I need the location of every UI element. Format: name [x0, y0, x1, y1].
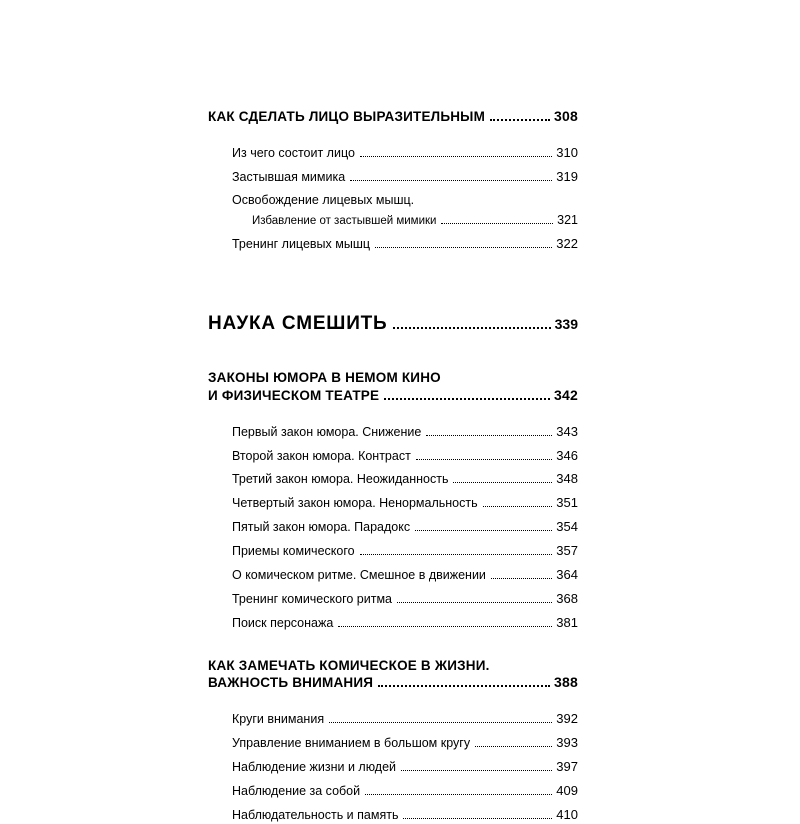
toc-entry-heading-line1[interactable]: [208, 370, 578, 387]
dot-leader: [453, 482, 552, 483]
toc-entry-label: О комическом ритме. Смешное в движении: [232, 567, 486, 582]
toc-entry-heading-line2[interactable]: [208, 387, 578, 405]
toc-entry-page: 346: [556, 447, 578, 463]
toc-entry-subitem[interactable]: [208, 235, 578, 253]
toc-entry-heading[interactable]: [208, 108, 578, 126]
toc-entry-page: 388: [554, 674, 578, 691]
toc-entry-subitem[interactable]: [208, 758, 578, 776]
toc-entry-subitem[interactable]: [208, 144, 578, 162]
toc-entry-subitem[interactable]: [208, 782, 578, 800]
toc-entry-subsubitem[interactable]: [208, 212, 578, 230]
toc-entry-label: Освобождение лицевых мышц.: [232, 192, 415, 207]
toc-entry-subitem-continued[interactable]: [208, 192, 578, 209]
toc-entry-page: 351: [556, 495, 578, 511]
dot-leader: [426, 435, 552, 436]
toc-entry-subitem[interactable]: [208, 447, 578, 465]
dot-leader: [378, 685, 550, 687]
dot-leader: [338, 626, 552, 627]
toc-entry-page: 354: [556, 519, 578, 535]
toc-entry-label: Застывшая мимика: [232, 169, 346, 184]
toc-entry-page: 339: [554, 316, 578, 333]
toc-entry-label: Первый закон юмора. Снижение: [232, 424, 422, 439]
toc-entry-page: 392: [556, 711, 578, 727]
toc-entry-page: 348: [556, 471, 578, 487]
toc-entry-subitem[interactable]: [208, 566, 578, 584]
dot-leader: [350, 180, 552, 181]
toc-entry-page: 343: [556, 423, 578, 439]
toc-entry-label: Тренинг лицевых мышц: [232, 237, 371, 252]
dot-leader: [401, 770, 552, 771]
toc-entry-subitem[interactable]: [208, 590, 578, 608]
dot-leader: [475, 746, 552, 747]
toc-entry-subitem[interactable]: [208, 470, 578, 488]
dot-leader: [483, 506, 553, 507]
toc-entry-subitem[interactable]: [208, 614, 578, 632]
toc-entry-heading-line2[interactable]: [208, 674, 578, 692]
toc-entry-label: КАК ЗАМЕЧАТЬ КОМИЧЕСКОЕ В ЖИЗНИ.: [208, 657, 490, 673]
dot-leader: [441, 223, 553, 224]
toc-entry-page: 410: [556, 806, 578, 822]
dot-leader: [365, 794, 552, 795]
toc-entry-label: Тренинг комического ритма: [232, 591, 392, 606]
dot-leader: [360, 156, 552, 157]
toc-entry-subitem[interactable]: [208, 710, 578, 728]
toc-entry-label: Наблюдение жизни и людей: [232, 760, 397, 775]
toc-entry-label: КАК СДЕЛАТЬ ЛИЦО ВЫРАЗИТЕЛЬНЫМ: [208, 109, 486, 124]
toc-entry-subitem[interactable]: [208, 494, 578, 512]
toc-entry-page: 368: [556, 590, 578, 606]
toc-entry-label: Второй закон юмора. Контраст: [232, 448, 411, 463]
toc-entry-label: Из чего состоит лицо: [232, 146, 355, 160]
toc-entry-label: Круги внимания: [232, 712, 325, 727]
dot-leader: [375, 247, 552, 248]
toc-entry-subitem[interactable]: [208, 518, 578, 536]
toc-entry-label: Наблюдательность и память: [232, 807, 399, 822]
toc-entry-page: 342: [554, 386, 578, 403]
toc-entry-page: 381: [556, 614, 578, 630]
table-of-contents: [208, 108, 578, 824]
toc-entry-label: И ФИЗИЧЕСКОМ ТЕАТРЕ: [208, 387, 380, 403]
toc-entry-label: Избавление от застывшей мимики: [252, 214, 437, 227]
toc-entry-label: Третий закон юмора. Неожиданность: [232, 472, 449, 487]
toc-entry-page: 364: [556, 566, 578, 582]
toc-entry-label: ЗАКОНЫ ЮМОРА В НЕМОМ КИНО: [208, 369, 441, 385]
toc-entry-label: Наблюдение за собой: [232, 784, 361, 799]
dot-leader: [360, 554, 553, 555]
toc-entry-page: 357: [556, 543, 578, 559]
toc-entry-page: 319: [556, 168, 578, 184]
dot-leader: [329, 722, 552, 723]
dot-leader: [416, 459, 552, 460]
dot-leader: [393, 327, 551, 329]
toc-entry-page: 321: [557, 212, 578, 227]
toc-entry-label: Четвертый закон юмора. Ненормальность: [232, 496, 478, 511]
toc-entry-subitem[interactable]: [208, 542, 578, 560]
dot-leader: [403, 818, 552, 819]
dot-leader: [491, 578, 552, 579]
toc-entry-subitem[interactable]: [208, 168, 578, 186]
toc-entry-label: Пятый закон юмора. Парадокс: [232, 520, 411, 535]
toc-entry-label: Управление вниманием в большом кругу: [232, 736, 471, 751]
toc-entry-subitem[interactable]: [208, 734, 578, 752]
dot-leader: [384, 398, 550, 400]
toc-entry-page: 393: [556, 735, 578, 751]
dot-leader: [415, 530, 552, 531]
toc-entry-subitem[interactable]: [208, 806, 578, 824]
toc-entry-page: 397: [556, 759, 578, 775]
toc-entry-page: 308: [554, 108, 578, 124]
toc-entry-page: 310: [556, 145, 578, 160]
dot-leader: [490, 119, 550, 121]
toc-entry-page: 409: [556, 783, 578, 799]
toc-entry-section-title[interactable]: [208, 313, 578, 336]
dot-leader: [397, 602, 552, 603]
toc-entry-label: НАУКА СМЕШИТЬ: [208, 313, 388, 335]
toc-entry-label: Поиск персонажа: [232, 615, 334, 630]
toc-entry-label: Приемы комического: [232, 544, 355, 559]
toc-entry-page: 322: [556, 236, 578, 252]
toc-entry-subitem[interactable]: [208, 423, 578, 441]
toc-entry-label: ВАЖНОСТЬ ВНИМАНИЯ: [208, 675, 374, 691]
toc-entry-heading-line1[interactable]: [208, 658, 578, 675]
